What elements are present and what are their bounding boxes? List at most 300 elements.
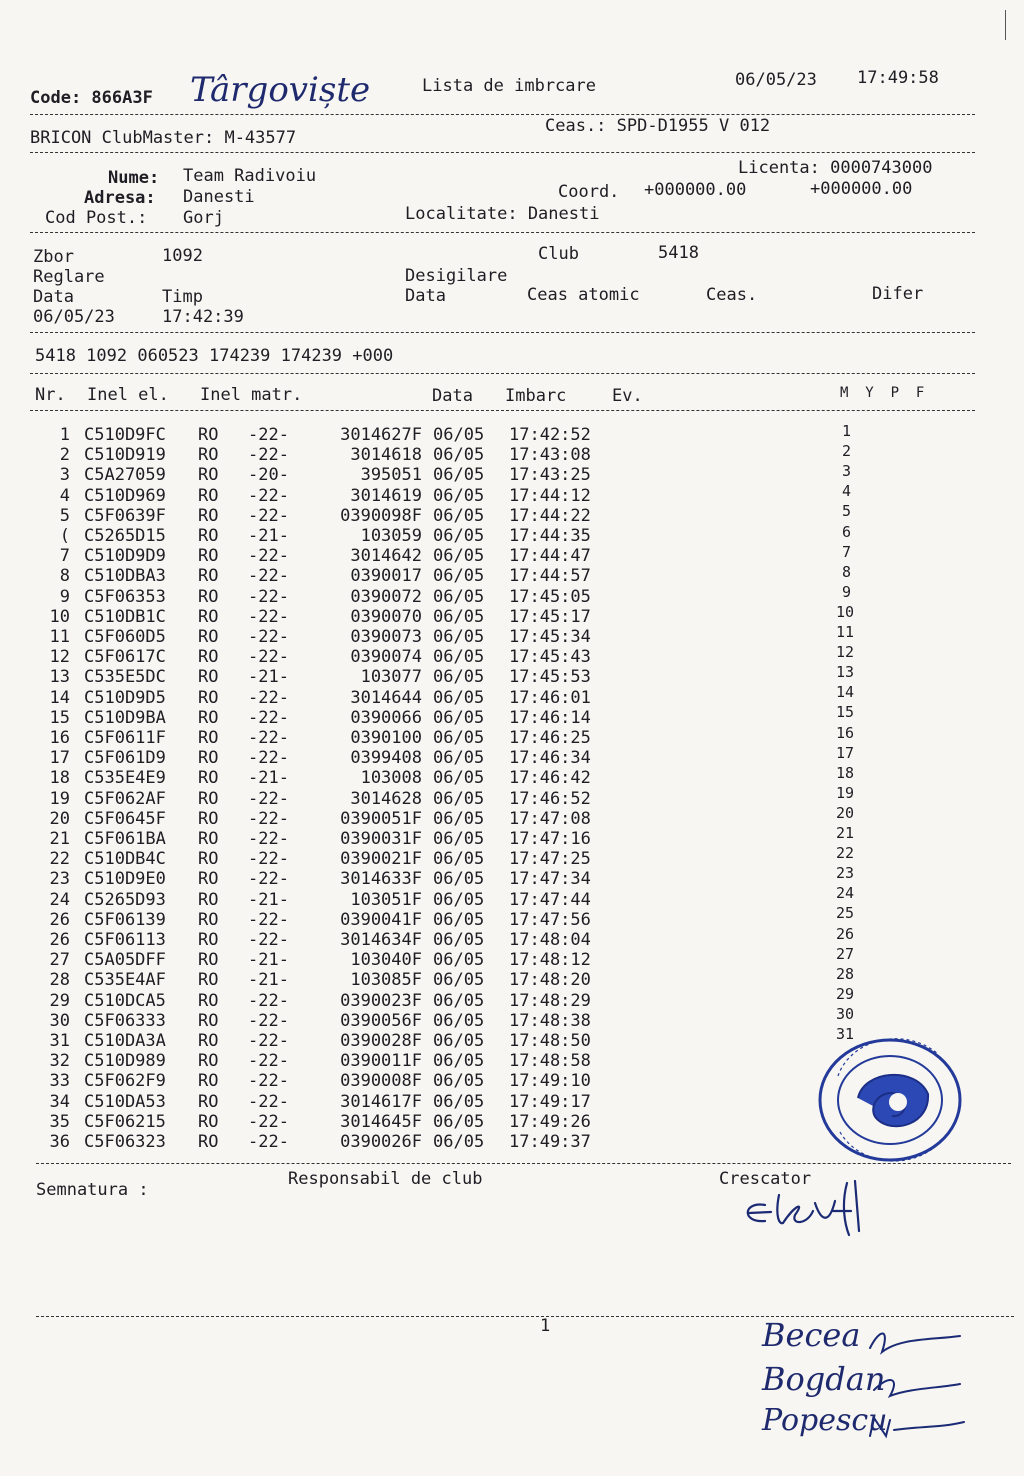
cell-nr: 36 (49, 1132, 70, 1152)
cell-time: 17:47:16 (509, 829, 591, 849)
page-number: 1 (540, 1316, 551, 1336)
cell-code: C5A05DFF (84, 950, 166, 971)
m-number: 3 (842, 462, 852, 481)
timp-label: Timp (162, 287, 203, 307)
table-row (0, 546, 1024, 566)
cell-ring: 103059 (360, 526, 422, 546)
col-inel-el: Inel el. (87, 385, 169, 405)
cell-code: C5F0611F (84, 728, 166, 748)
cell-nr: 16 (49, 728, 70, 748)
cell-country: RO (198, 808, 219, 829)
table-row (0, 425, 1024, 445)
cell-code: C510D9D5 (84, 687, 166, 708)
cell-time: 17:49:17 (509, 1091, 591, 1112)
cell-ring: 0390011F (340, 1051, 422, 1072)
table-row (0, 970, 1024, 990)
cell-time: 17:42:52 (509, 425, 591, 445)
cell-nr: 26 (49, 909, 70, 930)
cell-ring: 0390072 (350, 586, 422, 607)
table-row (0, 748, 1024, 768)
cell-code: C510D9D9 (84, 546, 166, 567)
cell-ring: 3014619 (350, 485, 422, 506)
divider (30, 410, 975, 411)
cell-year: -22- (248, 869, 289, 890)
signature-label: Semnatura : (36, 1180, 149, 1200)
cell-date: 06/05 (433, 930, 485, 950)
coord-lat: +000000.00 (644, 180, 747, 200)
cell-country: RO (198, 627, 219, 647)
reglare-label: Reglare (33, 267, 105, 287)
cell-date: 06/05 (433, 1111, 485, 1132)
m-number: 10 (836, 602, 855, 621)
data2-label: Data (405, 286, 446, 306)
table-row (0, 950, 1024, 970)
cell-time: 17:44:35 (509, 526, 591, 546)
m-number: 13 (836, 663, 855, 682)
cell-nr: 28 (49, 970, 70, 991)
cell-ring: 0390051F (340, 808, 422, 829)
cell-ring: 0390066 (350, 707, 422, 728)
handwritten-city: Târgoviște (190, 70, 371, 110)
license: Licenta: 0000743000 (738, 158, 933, 178)
cell-code: C510DB4C (84, 849, 166, 870)
cell-code: C510DCA5 (84, 990, 166, 1011)
cell-code: C5F0617C (84, 647, 166, 668)
cell-year: -21- (248, 889, 289, 910)
m-number: 18 (836, 763, 855, 782)
cell-country: RO (198, 1010, 219, 1031)
cell-country: RO (198, 849, 219, 870)
cell-time: 17:47:08 (509, 808, 591, 829)
cell-year: -22- (248, 647, 289, 668)
divider (30, 232, 975, 233)
cell-nr: 35 (49, 1111, 70, 1132)
cell-country: RO (198, 647, 219, 668)
divider (30, 152, 975, 153)
table-row (0, 728, 1024, 748)
table-row (0, 627, 1024, 647)
cell-nr: 4 (59, 485, 70, 506)
cell-ring: 0390008F (340, 1071, 422, 1092)
cell-ring: 3014634F (340, 930, 422, 950)
cell-date: 06/05 (433, 546, 485, 567)
cell-year: -22- (248, 566, 289, 587)
cell-ring: 3014633F (340, 869, 422, 890)
col-ev: Ev. (612, 386, 643, 406)
cell-country: RO (198, 566, 219, 587)
cell-code: C5A27059 (84, 465, 166, 486)
m-number: 8 (842, 562, 852, 581)
cell-ring: 0390023F (340, 990, 422, 1011)
cell-time: 17:47:44 (509, 889, 591, 910)
cell-date: 06/05 (433, 909, 485, 930)
cell-date: 06/05 (433, 849, 485, 870)
table-row (0, 708, 1024, 728)
table-row (0, 991, 1024, 1011)
cell-time: 17:44:57 (509, 566, 591, 587)
reglare-time: 17:42:39 (162, 307, 244, 327)
cell-year: -22- (248, 445, 289, 466)
col-data: Data (432, 386, 473, 406)
handwritten-name-1: Becea (762, 1316, 861, 1354)
m-number: 28 (836, 964, 855, 983)
divider (30, 114, 975, 115)
cell-ring: 3014628 (350, 788, 422, 809)
cell-code: C535E5DC (84, 667, 166, 688)
cell-year: -22- (248, 748, 289, 769)
m-number: 15 (836, 703, 855, 722)
cell-ring: 0390026F (340, 1132, 422, 1152)
address-value: Danesti (183, 187, 255, 207)
postcode-value: Gorj (183, 208, 224, 228)
table-row (0, 849, 1024, 869)
cell-ring: 3014645F (340, 1111, 422, 1132)
cell-ring: 0390021F (340, 849, 422, 870)
cell-date: 06/05 (433, 768, 485, 789)
cell-date: 06/05 (433, 1091, 485, 1112)
cell-time: 17:48:38 (509, 1010, 591, 1031)
m-number: 11 (836, 623, 855, 641)
cell-date: 06/05 (433, 1031, 485, 1051)
cell-code: C5F0645F (84, 808, 166, 829)
col-flags: M Y P F (840, 385, 925, 401)
cell-year: -22- (248, 930, 289, 950)
table-row (0, 910, 1024, 930)
m-number: 30 (836, 1004, 855, 1023)
cell-time: 17:45:17 (509, 606, 591, 627)
summary-line: 5418 1092 060523 174239 174239 +000 (35, 346, 394, 366)
cell-date: 06/05 (433, 485, 485, 506)
cell-code: C5F062AF (84, 788, 166, 809)
table-row (0, 789, 1024, 809)
cell-nr: 27 (49, 950, 70, 971)
cell-time: 17:48:12 (509, 950, 591, 971)
table-row (0, 688, 1024, 708)
cell-year: -22- (248, 505, 289, 526)
cell-time: 17:45:43 (509, 647, 591, 668)
cell-time: 17:49:10 (509, 1071, 591, 1092)
cell-year: -21- (248, 970, 289, 991)
breeder-label: Crescator (719, 1169, 812, 1189)
clubmaster-id: BRICON ClubMaster: M-43577 (30, 128, 297, 148)
divider (30, 373, 975, 374)
cell-country: RO (198, 990, 219, 1011)
cell-date: 06/05 (433, 1010, 485, 1031)
table-row (0, 768, 1024, 788)
cell-code: C510D9E0 (84, 869, 166, 890)
cell-year: -22- (248, 990, 289, 1011)
cell-code: C5F06323 (84, 1132, 166, 1152)
cell-country: RO (198, 1051, 219, 1072)
cell-nr: 15 (49, 707, 70, 728)
cell-nr: 34 (49, 1091, 70, 1112)
cell-time: 17:47:34 (509, 869, 591, 890)
cell-country: RO (198, 950, 219, 971)
coord-lon: +000000.00 (810, 179, 913, 199)
cell-date: 06/05 (433, 829, 485, 849)
cell-date: 06/05 (433, 707, 485, 728)
cell-code: C5F0639F (84, 505, 166, 526)
cell-year: -22- (248, 1071, 289, 1092)
cell-time: 17:46:42 (509, 768, 591, 789)
cell-code: C510D919 (84, 445, 166, 466)
data-label: Data (33, 287, 74, 307)
cell-year: -22- (248, 485, 289, 506)
cell-ring: 0390028F (340, 1031, 422, 1051)
cell-ring: 3014618 (350, 445, 422, 466)
cell-time: 17:45:53 (509, 667, 591, 688)
cell-year: -22- (248, 1111, 289, 1132)
cell-country: RO (198, 1111, 219, 1132)
cell-code: C5F060D5 (84, 627, 166, 647)
cell-date: 06/05 (433, 889, 485, 910)
cell-date: 06/05 (433, 788, 485, 809)
cell-nr: ( (59, 526, 70, 546)
cell-time: 17:48:29 (509, 990, 591, 1011)
cell-country: RO (198, 707, 219, 728)
cell-year: -21- (248, 667, 289, 688)
cell-code: C510DA3A (84, 1031, 166, 1051)
cell-ring: 0390031F (340, 829, 422, 849)
flight-number: 1092 (162, 246, 203, 266)
difference-label: Difer (872, 284, 924, 304)
cell-code: C510D989 (84, 1051, 166, 1072)
cell-nr: 17 (49, 748, 70, 769)
cell-code: C5265D93 (84, 889, 166, 910)
reglare-date: 06/05/23 (33, 307, 115, 327)
cell-year: -22- (248, 909, 289, 930)
cell-country: RO (198, 728, 219, 748)
cell-time: 17:46:34 (509, 748, 591, 769)
cell-country: RO (198, 606, 219, 627)
clock-id: Ceas.: SPD-D1955 V 012 (545, 116, 771, 136)
cell-code: C510DB1C (84, 606, 166, 627)
handwritten-name-3: Popescu (762, 1403, 888, 1438)
cell-year: -22- (248, 627, 289, 647)
handwritten-name-2: Bogdan (762, 1360, 886, 1398)
cell-year: -22- (248, 788, 289, 809)
cell-date: 06/05 (433, 990, 485, 1011)
m-number: 19 (836, 783, 855, 802)
name-label: Nume: (108, 168, 160, 188)
cell-date: 06/05 (433, 728, 485, 748)
cell-country: RO (198, 768, 219, 789)
cell-code: C5F06353 (84, 586, 166, 607)
m-number: 7 (842, 542, 852, 561)
cell-ring: 103085F (350, 970, 422, 991)
cell-date: 06/05 (433, 606, 485, 627)
cell-year: -22- (248, 546, 289, 567)
cell-country: RO (198, 748, 219, 769)
cell-year: -21- (248, 768, 289, 789)
col-nr: Nr. (35, 385, 66, 405)
cell-nr: 33 (49, 1071, 70, 1092)
table-row (0, 506, 1024, 526)
cell-nr: 30 (49, 1010, 70, 1031)
cell-ring: 0390017 (350, 566, 422, 587)
cell-date: 06/05 (433, 1132, 485, 1152)
cell-ring: 0390073 (350, 627, 422, 647)
cell-ring: 0390056F (340, 1010, 422, 1031)
cell-code: C535E4AF (84, 970, 166, 991)
club-stamp (818, 1036, 968, 1166)
cell-date: 06/05 (433, 647, 485, 668)
cell-date: 06/05 (433, 808, 485, 829)
print-date: 06/05/23 (735, 70, 817, 90)
cell-year: -22- (248, 425, 289, 445)
cell-year: -22- (248, 728, 289, 748)
cell-country: RO (198, 586, 219, 607)
cell-code: C510DBA3 (84, 566, 166, 587)
cell-code: C510DA53 (84, 1091, 166, 1112)
cell-ring: 0390100 (350, 728, 422, 748)
club-responsible-label: Responsabil de club (288, 1169, 483, 1189)
table-row (0, 465, 1024, 485)
cell-country: RO (198, 1071, 219, 1092)
cell-year: -22- (248, 586, 289, 607)
cell-country: RO (198, 505, 219, 526)
cell-country: RO (198, 1132, 219, 1152)
cell-country: RO (198, 465, 219, 486)
cell-country: RO (198, 485, 219, 506)
cell-code: C5F06139 (84, 909, 166, 930)
coord-label: Coord. (558, 182, 620, 202)
cell-time: 17:46:01 (509, 687, 591, 708)
desigilare-label: Desigilare (405, 266, 508, 286)
cell-nr: 10 (49, 606, 70, 627)
table-row (0, 486, 1024, 506)
cell-date: 06/05 (433, 526, 485, 546)
cell-time: 17:49:37 (509, 1132, 591, 1152)
table-row (0, 829, 1024, 849)
cell-code: C535E4E9 (84, 768, 166, 789)
table-row (0, 566, 1024, 586)
table-row (0, 890, 1024, 910)
m-number: 4 (842, 482, 852, 501)
cell-country: RO (198, 445, 219, 466)
cell-date: 06/05 (433, 970, 485, 991)
divider (36, 1316, 1014, 1317)
cell-country: RO (198, 687, 219, 708)
cell-date: 06/05 (433, 1051, 485, 1072)
document-title: Lista de imbrcare (422, 76, 596, 96)
cell-nr: 5 (59, 505, 70, 526)
cell-ring: 0390070 (350, 606, 422, 627)
cell-nr: 29 (49, 990, 70, 1011)
cell-nr: 22 (49, 849, 70, 870)
cell-time: 17:44:22 (509, 505, 591, 526)
cell-ring: 0399408 (350, 748, 422, 769)
m-number: 2 (842, 442, 852, 461)
m-number: 25 (836, 904, 855, 923)
table-row (0, 526, 1024, 546)
cell-time: 17:48:20 (509, 970, 591, 991)
print-time: 17:49:58 (857, 68, 939, 88)
cell-nr: 23 (49, 869, 70, 890)
cell-time: 17:45:34 (509, 627, 591, 647)
m-number: 24 (836, 884, 855, 903)
table-row (0, 1011, 1024, 1031)
cell-country: RO (198, 788, 219, 809)
cell-country: RO (198, 1091, 219, 1112)
locality: Localitate: Danesti (405, 204, 600, 224)
cell-ring: 0390041F (340, 909, 422, 930)
cell-time: 17:45:05 (509, 586, 591, 607)
cell-date: 06/05 (433, 667, 485, 688)
cell-country: RO (198, 425, 219, 445)
cell-code: C5F06215 (84, 1111, 166, 1132)
cell-date: 06/05 (433, 1071, 485, 1092)
cell-nr: 3 (59, 465, 70, 486)
cell-ring: 3014627F (340, 425, 422, 445)
cell-year: -22- (248, 687, 289, 708)
cell-time: 17:47:56 (509, 909, 591, 930)
cell-year: -22- (248, 1132, 289, 1152)
cell-nr: 21 (49, 829, 70, 849)
cell-date: 06/05 (433, 566, 485, 587)
cell-date: 06/05 (433, 445, 485, 466)
club-number: 5418 (658, 243, 699, 263)
cell-code: C5F061D9 (84, 748, 166, 769)
cell-time: 17:48:58 (509, 1051, 591, 1072)
cell-code: C510D9FC (84, 425, 166, 445)
cell-ring: 3014644 (350, 687, 422, 708)
cell-ring: 103008 (360, 768, 422, 789)
m-number: 26 (836, 924, 855, 943)
cell-date: 06/05 (433, 687, 485, 708)
m-number: 12 (836, 643, 855, 662)
m-number: 6 (842, 522, 852, 541)
cell-year: -22- (248, 1010, 289, 1031)
m-number: 17 (836, 743, 855, 762)
table-row (0, 587, 1024, 607)
cell-nr: 26 (49, 930, 70, 950)
cell-year: -22- (248, 808, 289, 829)
m-number: 27 (836, 944, 855, 963)
cell-country: RO (198, 667, 219, 688)
edge-mark (1005, 10, 1006, 40)
table-row (0, 930, 1024, 950)
cell-date: 06/05 (433, 627, 485, 647)
cell-time: 17:47:25 (509, 849, 591, 870)
cell-nr: 13 (49, 667, 70, 688)
cell-country: RO (198, 889, 219, 910)
cell-year: -22- (248, 849, 289, 870)
m-number: 5 (842, 502, 852, 521)
clock-label: Ceas. (706, 285, 758, 305)
atomic-clock-label: Ceas atomic (527, 285, 640, 305)
cell-code: C5265D15 (84, 526, 166, 546)
cell-nr: 19 (49, 788, 70, 809)
name-value: Team Radivoiu (183, 166, 317, 186)
cell-ring: 0390074 (350, 647, 422, 668)
m-number: 16 (836, 723, 855, 742)
m-number: 31 (836, 1025, 855, 1043)
cell-date: 06/05 (433, 505, 485, 526)
cell-country: RO (198, 930, 219, 950)
table-row (0, 869, 1024, 889)
handwritten-initials (860, 1318, 970, 1448)
cell-year: -21- (248, 950, 289, 971)
cell-country: RO (198, 970, 219, 991)
col-imbarc: Imbarc (505, 386, 567, 406)
cell-country: RO (198, 1031, 219, 1051)
cell-year: -22- (248, 1031, 289, 1051)
cell-time: 17:44:12 (509, 485, 591, 506)
cell-country: RO (198, 829, 219, 849)
cell-ring: 3014642 (350, 546, 422, 567)
cell-nr: 18 (49, 768, 70, 789)
